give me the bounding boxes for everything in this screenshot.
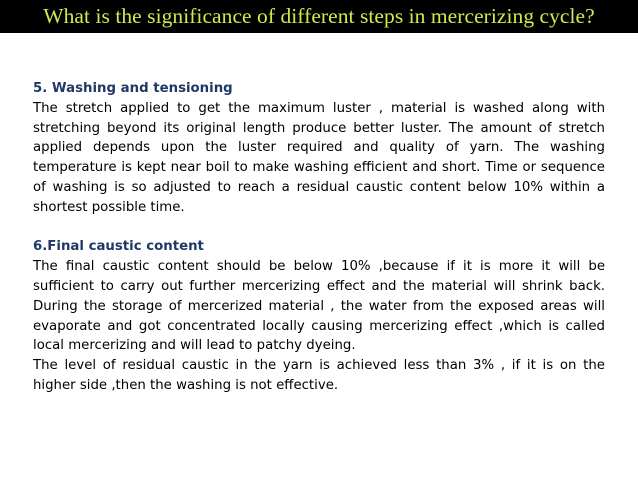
slide-content <box>33 79 605 396</box>
section-final-caustic-content <box>33 237 605 395</box>
section-heading: 6.Final caustic content <box>33 239 204 255</box>
section-paragraph: The final caustic content should be below 10% ,because if it is more it will be sufficient to carry out further mercerizing effect and the material will shrink back. During the storage of mercerized material , the water from the exposed areas will evaporate and got concentrated locally causing mercerizing effect ,which is called local mercerizing and will lead to patchy dyeing. <box>33 259 605 354</box>
section-spacer <box>33 218 605 238</box>
section-paragraph: The level of residual caustic in the yarn is achieved less than 3% , if it is on the higher side ,then the washing is not effective. <box>33 358 605 393</box>
title-bar <box>0 0 638 33</box>
section-heading: 5. Washing and tensioning <box>33 81 233 96</box>
section-paragraph: The stretch applied to get the maximum luster , material is washed along with stretching beyond its original length produce better luster. The amount of stretch applied depends upon the luster required and quality of yarn. The washing temperature is kept near boil to make washing efficient and short. Time or sequence of washing is so adjusted to reach a residual caustic content below 10% within a shortest possible time. <box>33 100 605 215</box>
slide-title: What is the significance of different steps in mercerizing cycle? <box>43 3 595 28</box>
section-washing-tensioning <box>33 79 605 218</box>
